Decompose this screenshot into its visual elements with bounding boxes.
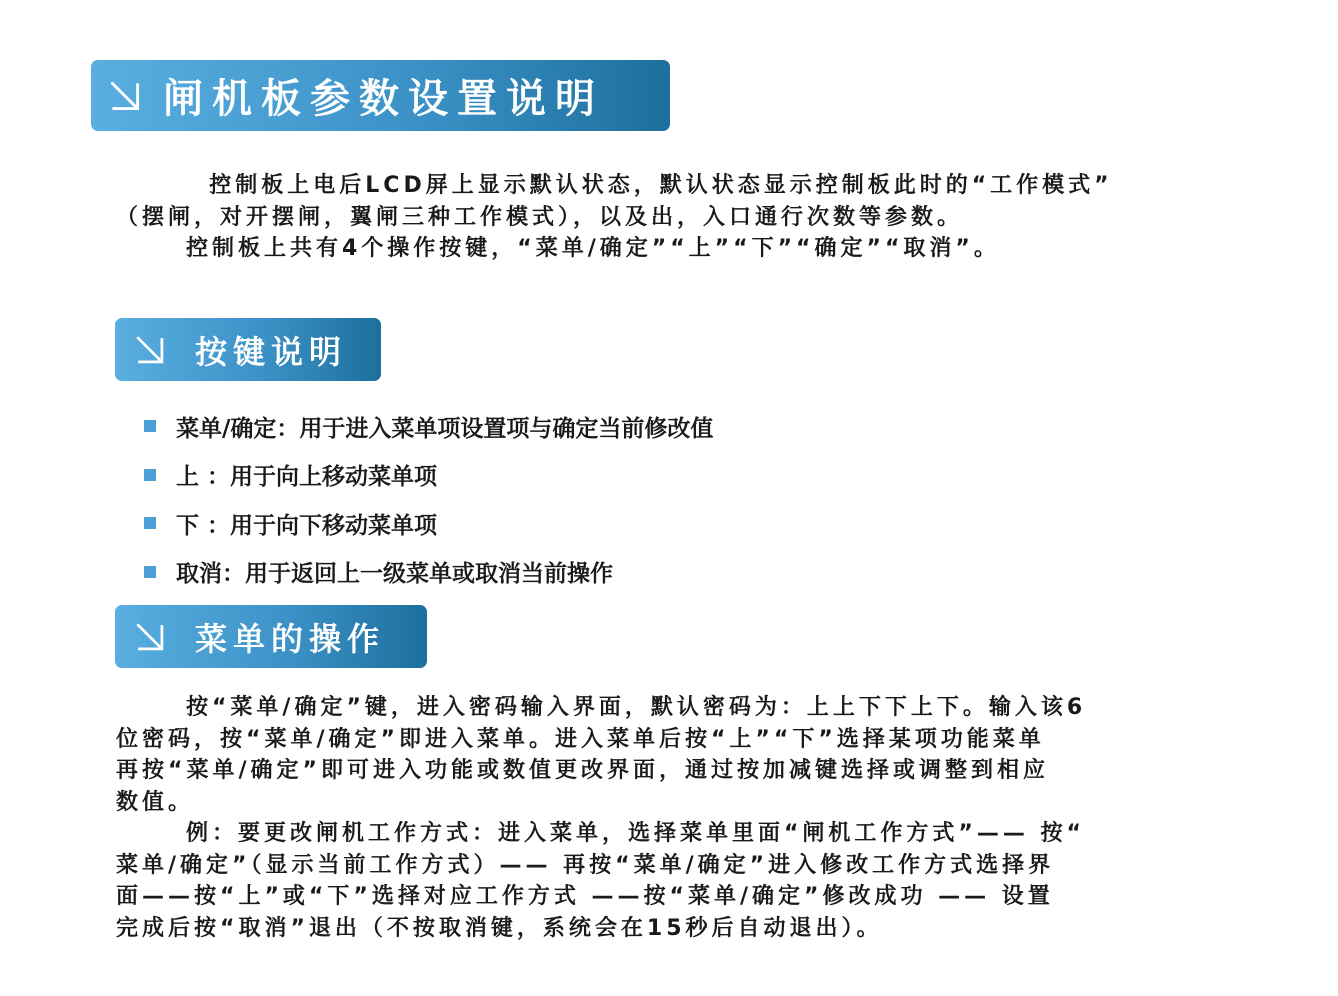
key-description-down: 下 ：用于向下移动菜单项 (176, 512, 438, 539)
intro-paragraph: 控制板上电后LCD屏上显示默认状态，默认状态显示控制板此时的“工作模式” （摆闸，对开摆闸，翼闸三种工作模式），以及出，入口通行次数等参数。 控制板上共有4个操作按键，“菜单/确定”“上”“下”“确定”“取消”。 (116, 173, 1113, 261)
key-description-up: 上 ：用于向上移动菜单项 (176, 464, 438, 491)
list-item (144, 402, 713, 451)
list-item (144, 548, 713, 597)
section-banner-keys (115, 318, 381, 381)
arrow-down-right-icon (133, 620, 167, 654)
square-bullet-icon (144, 517, 156, 529)
section-banner-settings (91, 60, 670, 131)
list-item (144, 499, 713, 548)
key-description-list (144, 402, 713, 596)
square-bullet-icon (144, 420, 156, 432)
section-banner-menu (115, 605, 427, 668)
square-bullet-icon (144, 469, 156, 481)
key-description-menu-confirm: 菜单/确定：用于进入菜单项设置项与确定当前修改值 (176, 415, 714, 442)
arrow-down-right-icon (133, 333, 167, 367)
section-title-settings: 闸机板参数设置说明 (163, 76, 604, 122)
square-bullet-icon (144, 566, 156, 578)
key-description-cancel: 取消：用于返回上一级菜单或取消当前操作 (176, 561, 613, 588)
arrow-down-right-icon (107, 78, 143, 114)
menu-operation-paragraph: 按“菜单/确定”键，进入密码输入界面，默认密码为：上上下下上下。输入该6 位密码，按“菜单/确定”即进入菜单。进入菜单后按“上”“下”选择某项功能菜单 再按“菜单/确定”即可进入功能或数值更改界面，通过按加减键选择或调整到相应 数值。 例：要更改闸机工作方式：进入菜单，选择菜单里面“闸机工作方式”—— 按“ 菜单/确定”（显示当前工作方式）—— 再按“菜单/确定”进入修改工作方式选择界 面——按“上”或“下”选择对应工作方式 ——按“菜单/确定”修改成功 —— 设置 完成后按“取消”退出（不按取消键，系统会在15秒后自动退出）。 (116, 695, 1087, 941)
list-item (144, 451, 713, 500)
section-title-menu: 菜单的操作 (195, 619, 386, 658)
section-title-keys: 按键说明 (195, 332, 348, 371)
